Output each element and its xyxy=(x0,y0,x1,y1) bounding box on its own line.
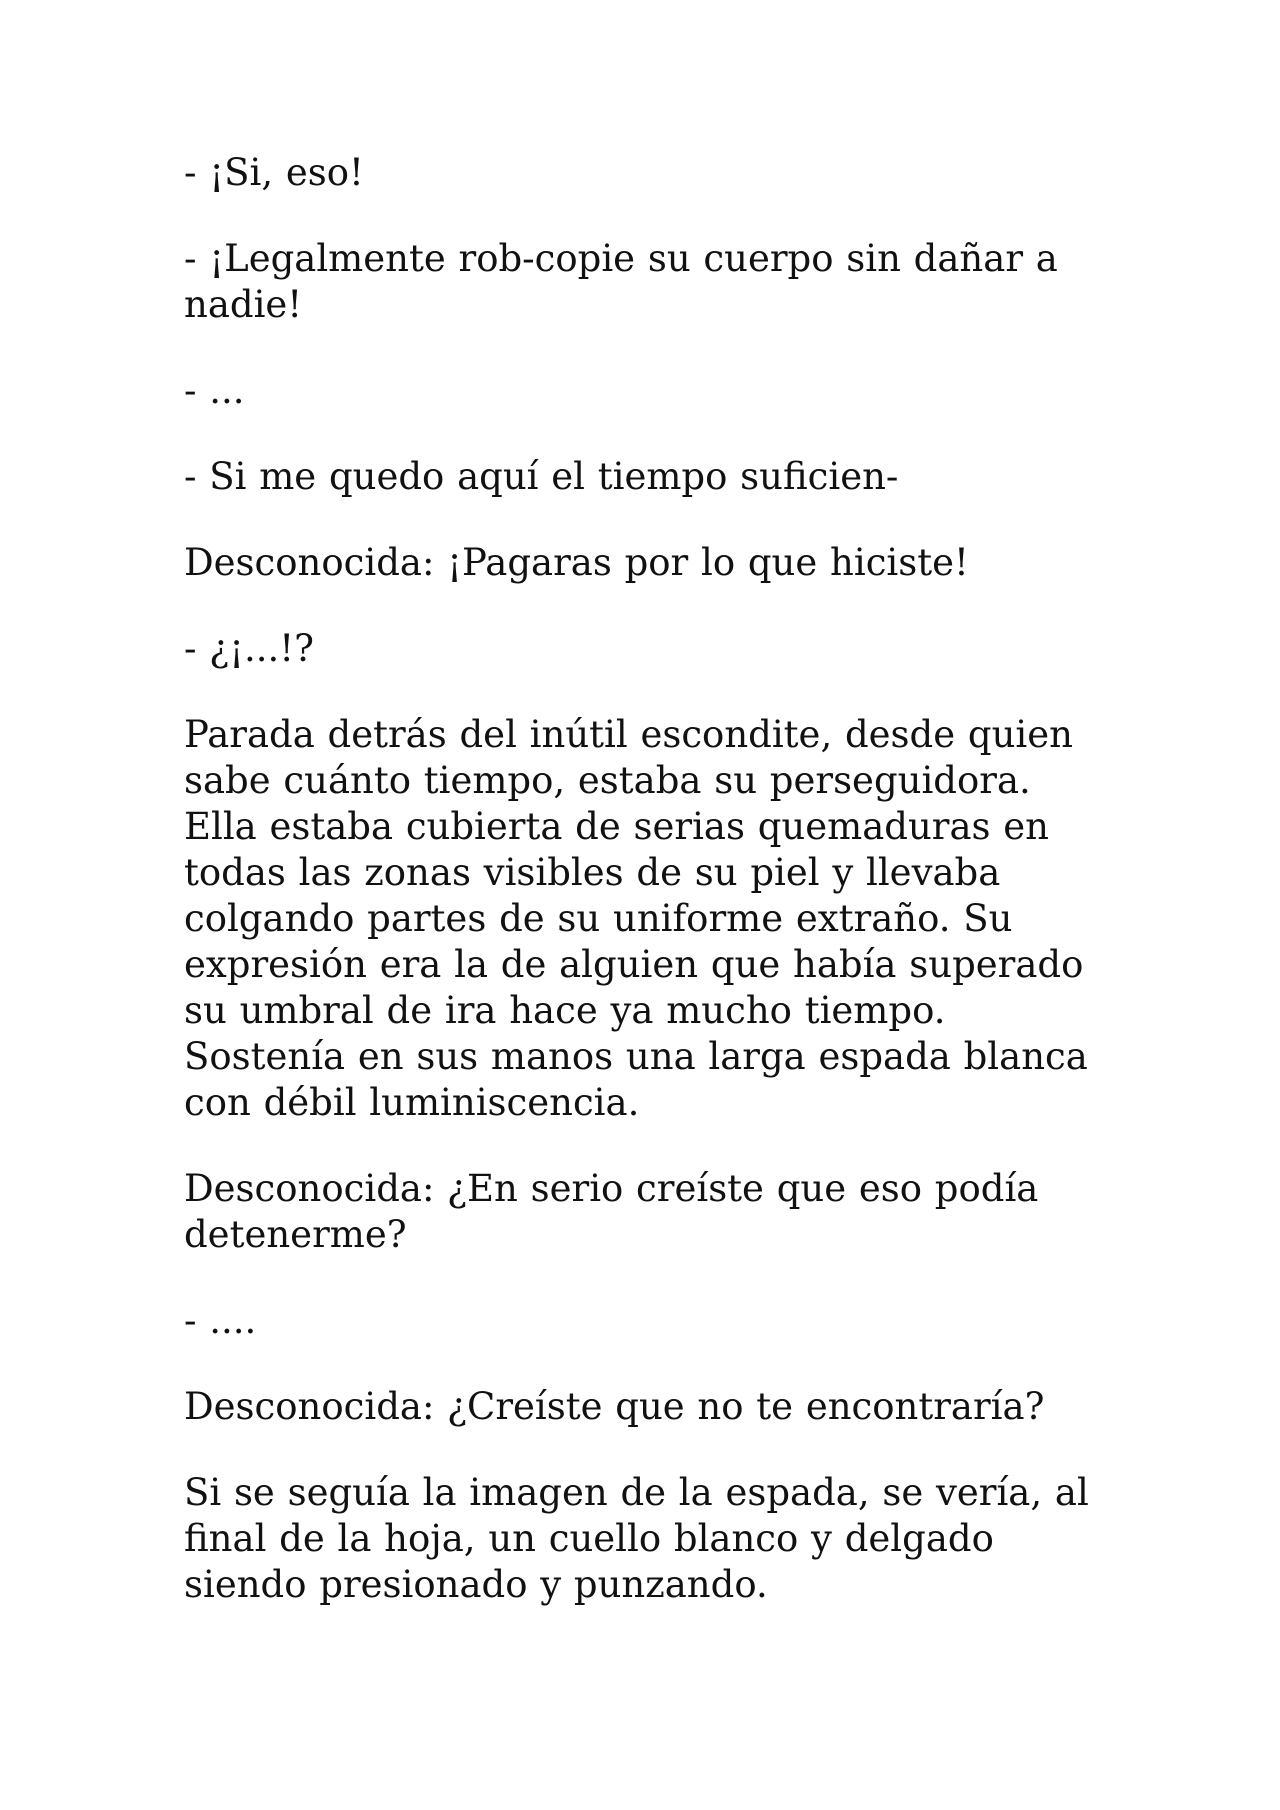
paragraph: Desconocida: ¡Pagaras por lo que hiciste! xyxy=(184,541,969,584)
paragraph: - ¡Legalmente rob-copie su cuerpo sin dañar a nadie! xyxy=(184,237,1058,326)
paragraph: - ¿¡...!? xyxy=(184,627,314,670)
paragraph: - ¡Si, eso! xyxy=(184,151,364,194)
paragraph: Desconocida: ¿Creíste que no te encontraría? xyxy=(184,1385,1045,1428)
paragraph: - ... xyxy=(184,369,245,412)
paragraph: Si se seguía la imagen de la espada, se vería, al final de la hoja, un cuello blanco y delgado siendo presionado y punzando. xyxy=(184,1471,1089,1606)
text-body xyxy=(184,150,1104,1648)
paragraph: - Si me quedo aquí el tiempo suficien- xyxy=(184,455,899,498)
paragraph: Desconocida: ¿En serio creíste que eso podía detenerme? xyxy=(184,1167,1039,1256)
paragraph: Parada detrás del inútil escondite, desde quien sabe cuánto tiempo, estaba su perseguidora. Ella estaba cubierta de serias quemaduras en todas las zonas visibles de su piel y llevaba colgando partes de su uniforme extraño. Su expresión era la de alguien que había superado su umbral de ira hace ya mucho tiempo. Sostenía en sus manos una larga espada blanca con débil luminiscencia. xyxy=(184,713,1088,1124)
paragraph: - .... xyxy=(184,1299,257,1342)
